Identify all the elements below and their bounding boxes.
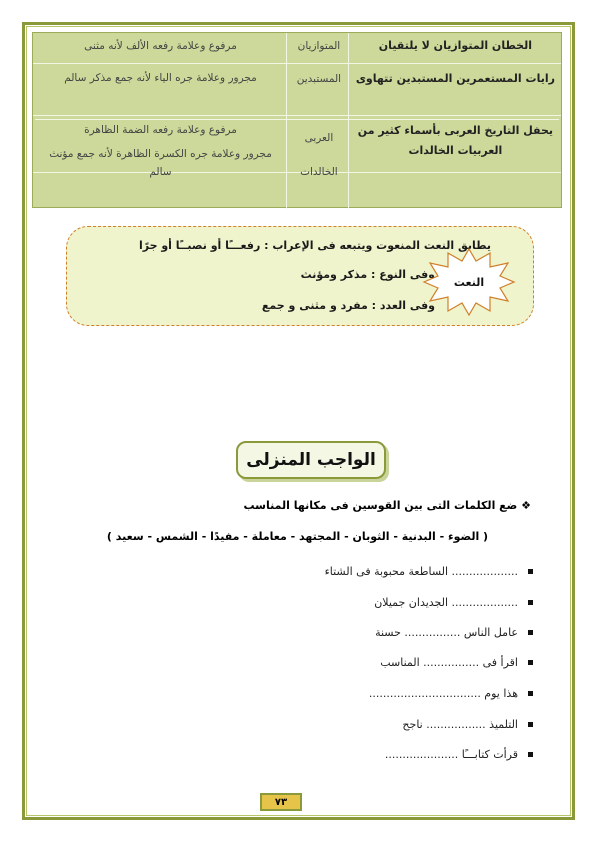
- exercise-text: قرأت كتابـــًا .....................: [384, 748, 518, 761]
- bullet-icon: [528, 752, 533, 757]
- word-cell: المتوازيان: [297, 40, 341, 52]
- exercise-item: [375, 626, 533, 639]
- exercise-item: [402, 718, 533, 731]
- bullet-icon: [528, 569, 533, 574]
- page-number: ٧٣: [260, 793, 302, 811]
- bullet-icon: [528, 630, 533, 635]
- reason-cell: [33, 121, 288, 189]
- exercise-text: ................... الساطعة محبوبة فى الشتاء: [324, 565, 518, 578]
- table-row: [33, 37, 561, 55]
- definition-line: يطابق النعت المنعوت ويتبعه فى الإعراب : رفعـــًا أو نصبــًا أو جرًا: [138, 239, 491, 252]
- reason-cell-text: مرفوع وعلامة رفعه الضمة الظاهرة: [84, 124, 237, 136]
- exercise-text: اقرأ فى ................ المناسب: [380, 656, 518, 669]
- word-cell: [288, 121, 350, 189]
- definition-line: وفى العدد : مفرد و مثنى و جمع: [261, 299, 435, 312]
- exercise-item: [374, 596, 533, 609]
- starburst-shape: [422, 247, 516, 317]
- exercise-item: [325, 565, 533, 578]
- bullet-icon: [528, 722, 533, 727]
- bullet-icon: [528, 691, 533, 696]
- reason-cell-text: مجرور وعلامة جره الكسرة الظاهرة لأنه جمع مؤنث سالم: [49, 148, 272, 178]
- homework-title: الواجب المنزلى: [236, 441, 386, 479]
- sentence-cell: الخطان المتوازيان لا يلتقيان: [378, 39, 532, 52]
- word-cell-text: الخالدات: [300, 166, 338, 178]
- sentence-cell: يحفل التاريخ العربى بأسماء كثير من العربيات الخالدات: [357, 124, 553, 157]
- table-row: [33, 69, 561, 89]
- table-divider: [33, 115, 561, 116]
- word-cell: المستبدين: [296, 73, 342, 85]
- exercise-text: عامل الناس ................ حسنة: [375, 626, 518, 639]
- bullet-icon: [528, 600, 533, 605]
- bullet-icon: [528, 660, 533, 665]
- sentence-cell: رايات المستعمرين المستبدين تتهاوى: [355, 72, 555, 85]
- word-cell-text: العربى: [304, 132, 334, 144]
- grammar-table: [32, 32, 562, 208]
- exercise-text: التلميذ ................. ناجح: [402, 718, 518, 731]
- exercise-item: [385, 748, 533, 761]
- exercise-item: [380, 656, 533, 669]
- definition-line: وفى النوع : مذكر ومؤنث: [300, 268, 435, 281]
- exercise-text: هذا يوم ................................: [368, 687, 518, 700]
- instruction-text: ❖ ضع الكلمات التى بين القوسين فى مكانها المناسب: [243, 499, 531, 512]
- reason-cell: مجرور وعلامة جره الياء لأنه جمع مذكر سالم: [64, 72, 257, 84]
- exercise-text: ................... الجديدان جميلان: [374, 596, 518, 609]
- table-row: [33, 121, 561, 189]
- table-divider: [33, 63, 561, 64]
- reason-cell: مرفوع وعلامة رفعه الألف لأنه مثنى: [84, 40, 237, 52]
- word-bank: ( الضوء - البدنية - الثوبان - المجتهد - معاملة - مفيدًا - الشمس - سعيد ): [106, 530, 489, 543]
- exercise-item: [369, 687, 533, 700]
- definition-label: النعت: [453, 276, 485, 289]
- table-divider: [35, 119, 559, 120]
